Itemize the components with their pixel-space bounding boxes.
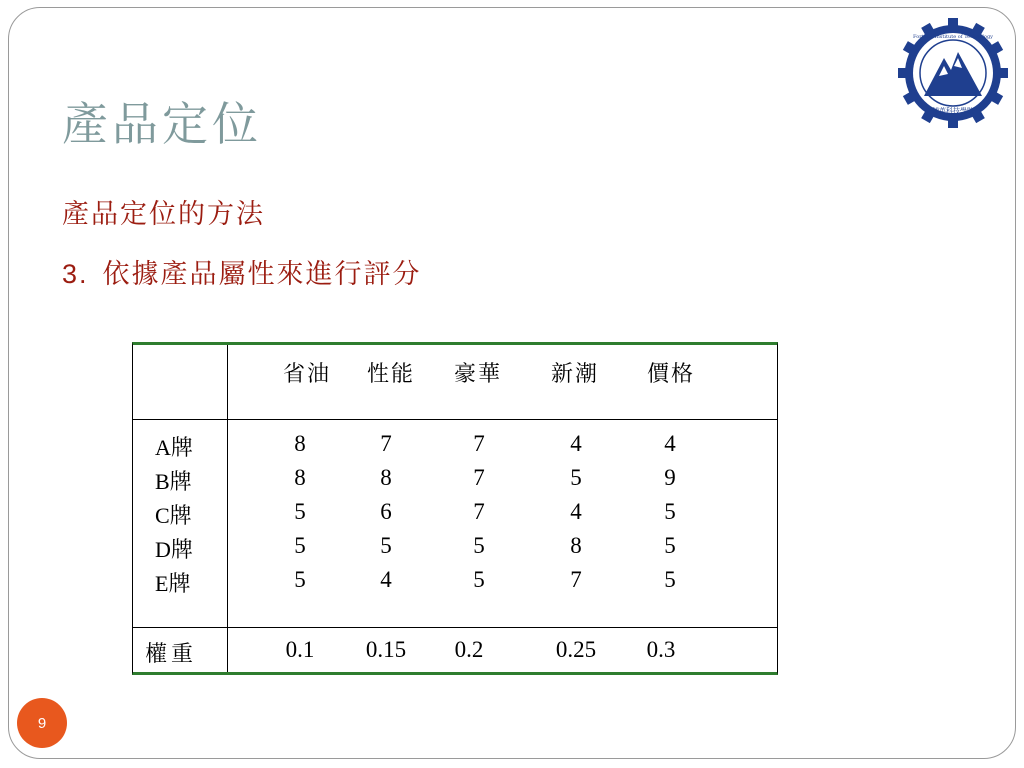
point-line [62, 252, 422, 291]
table-cell: 5 [294, 567, 306, 592]
table-cell: 7 [570, 567, 582, 592]
table-column-divider [227, 345, 228, 672]
table-cell: 9 [664, 465, 676, 490]
row-brand-label: D牌 [155, 537, 193, 562]
weight-value: 0.1 [285, 637, 315, 662]
table-cell: 8 [570, 533, 582, 558]
table-cell: 7 [473, 431, 485, 456]
table-cell: 5 [664, 567, 676, 592]
point-text: 依據產品屬性來進行評分 [102, 259, 422, 290]
slide-title: 產品定位 [62, 97, 262, 151]
table-cell: 5 [664, 533, 676, 558]
table-cell: 7 [380, 431, 392, 456]
table-cell: 7 [473, 465, 485, 490]
table-weight-divider [133, 627, 777, 628]
logo-ring-text-top: Fortune Institute of Technology [913, 34, 993, 40]
table-cell: 4 [664, 431, 676, 456]
table-cell: 7 [473, 499, 485, 524]
row-brand-label: C牌 [155, 503, 192, 528]
weight-label: 權重 [145, 642, 198, 667]
weight-value: 0.3 [646, 637, 676, 662]
table-cell: 4 [570, 431, 582, 456]
table-cell: 4 [380, 567, 392, 592]
table-header-divider [133, 419, 777, 420]
table-cell: 5 [664, 499, 676, 524]
weight-value: 0.2 [454, 637, 484, 662]
subtitle: 產品定位的方法 [62, 199, 265, 230]
table-cell: 5 [570, 465, 582, 490]
row-brand-label: E牌 [155, 571, 191, 596]
table-cell: 8 [294, 465, 306, 490]
point-number: 3. [62, 259, 89, 289]
table-cell: 8 [294, 431, 306, 456]
table-cell: 6 [380, 499, 392, 524]
row-brand-label: A牌 [155, 435, 193, 460]
table-cell: 5 [380, 533, 392, 558]
table-cell: 5 [473, 533, 485, 558]
page-number: 9 [37, 714, 47, 732]
logo-ring-text-bottom: 輔英科技學院 [932, 107, 974, 115]
header-performance: 性能 [367, 362, 416, 387]
table-cell: 8 [380, 465, 392, 490]
page-number-badge [17, 698, 67, 748]
table-cell: 5 [294, 533, 306, 558]
table-cell: 5 [294, 499, 306, 524]
header-luxury: 豪華 [454, 362, 503, 387]
table-cell: 4 [570, 499, 582, 524]
header-price: 價格 [647, 362, 696, 387]
row-brand-label: B牌 [155, 469, 192, 494]
weight-value: 0.25 [555, 637, 597, 662]
header-fuel-economy: 省油 [283, 362, 332, 387]
table-cell: 5 [473, 567, 485, 592]
weight-value: 0.15 [365, 637, 407, 662]
rating-table [132, 342, 778, 675]
header-trendy: 新潮 [551, 362, 600, 387]
school-seal-icon [896, 16, 1010, 130]
